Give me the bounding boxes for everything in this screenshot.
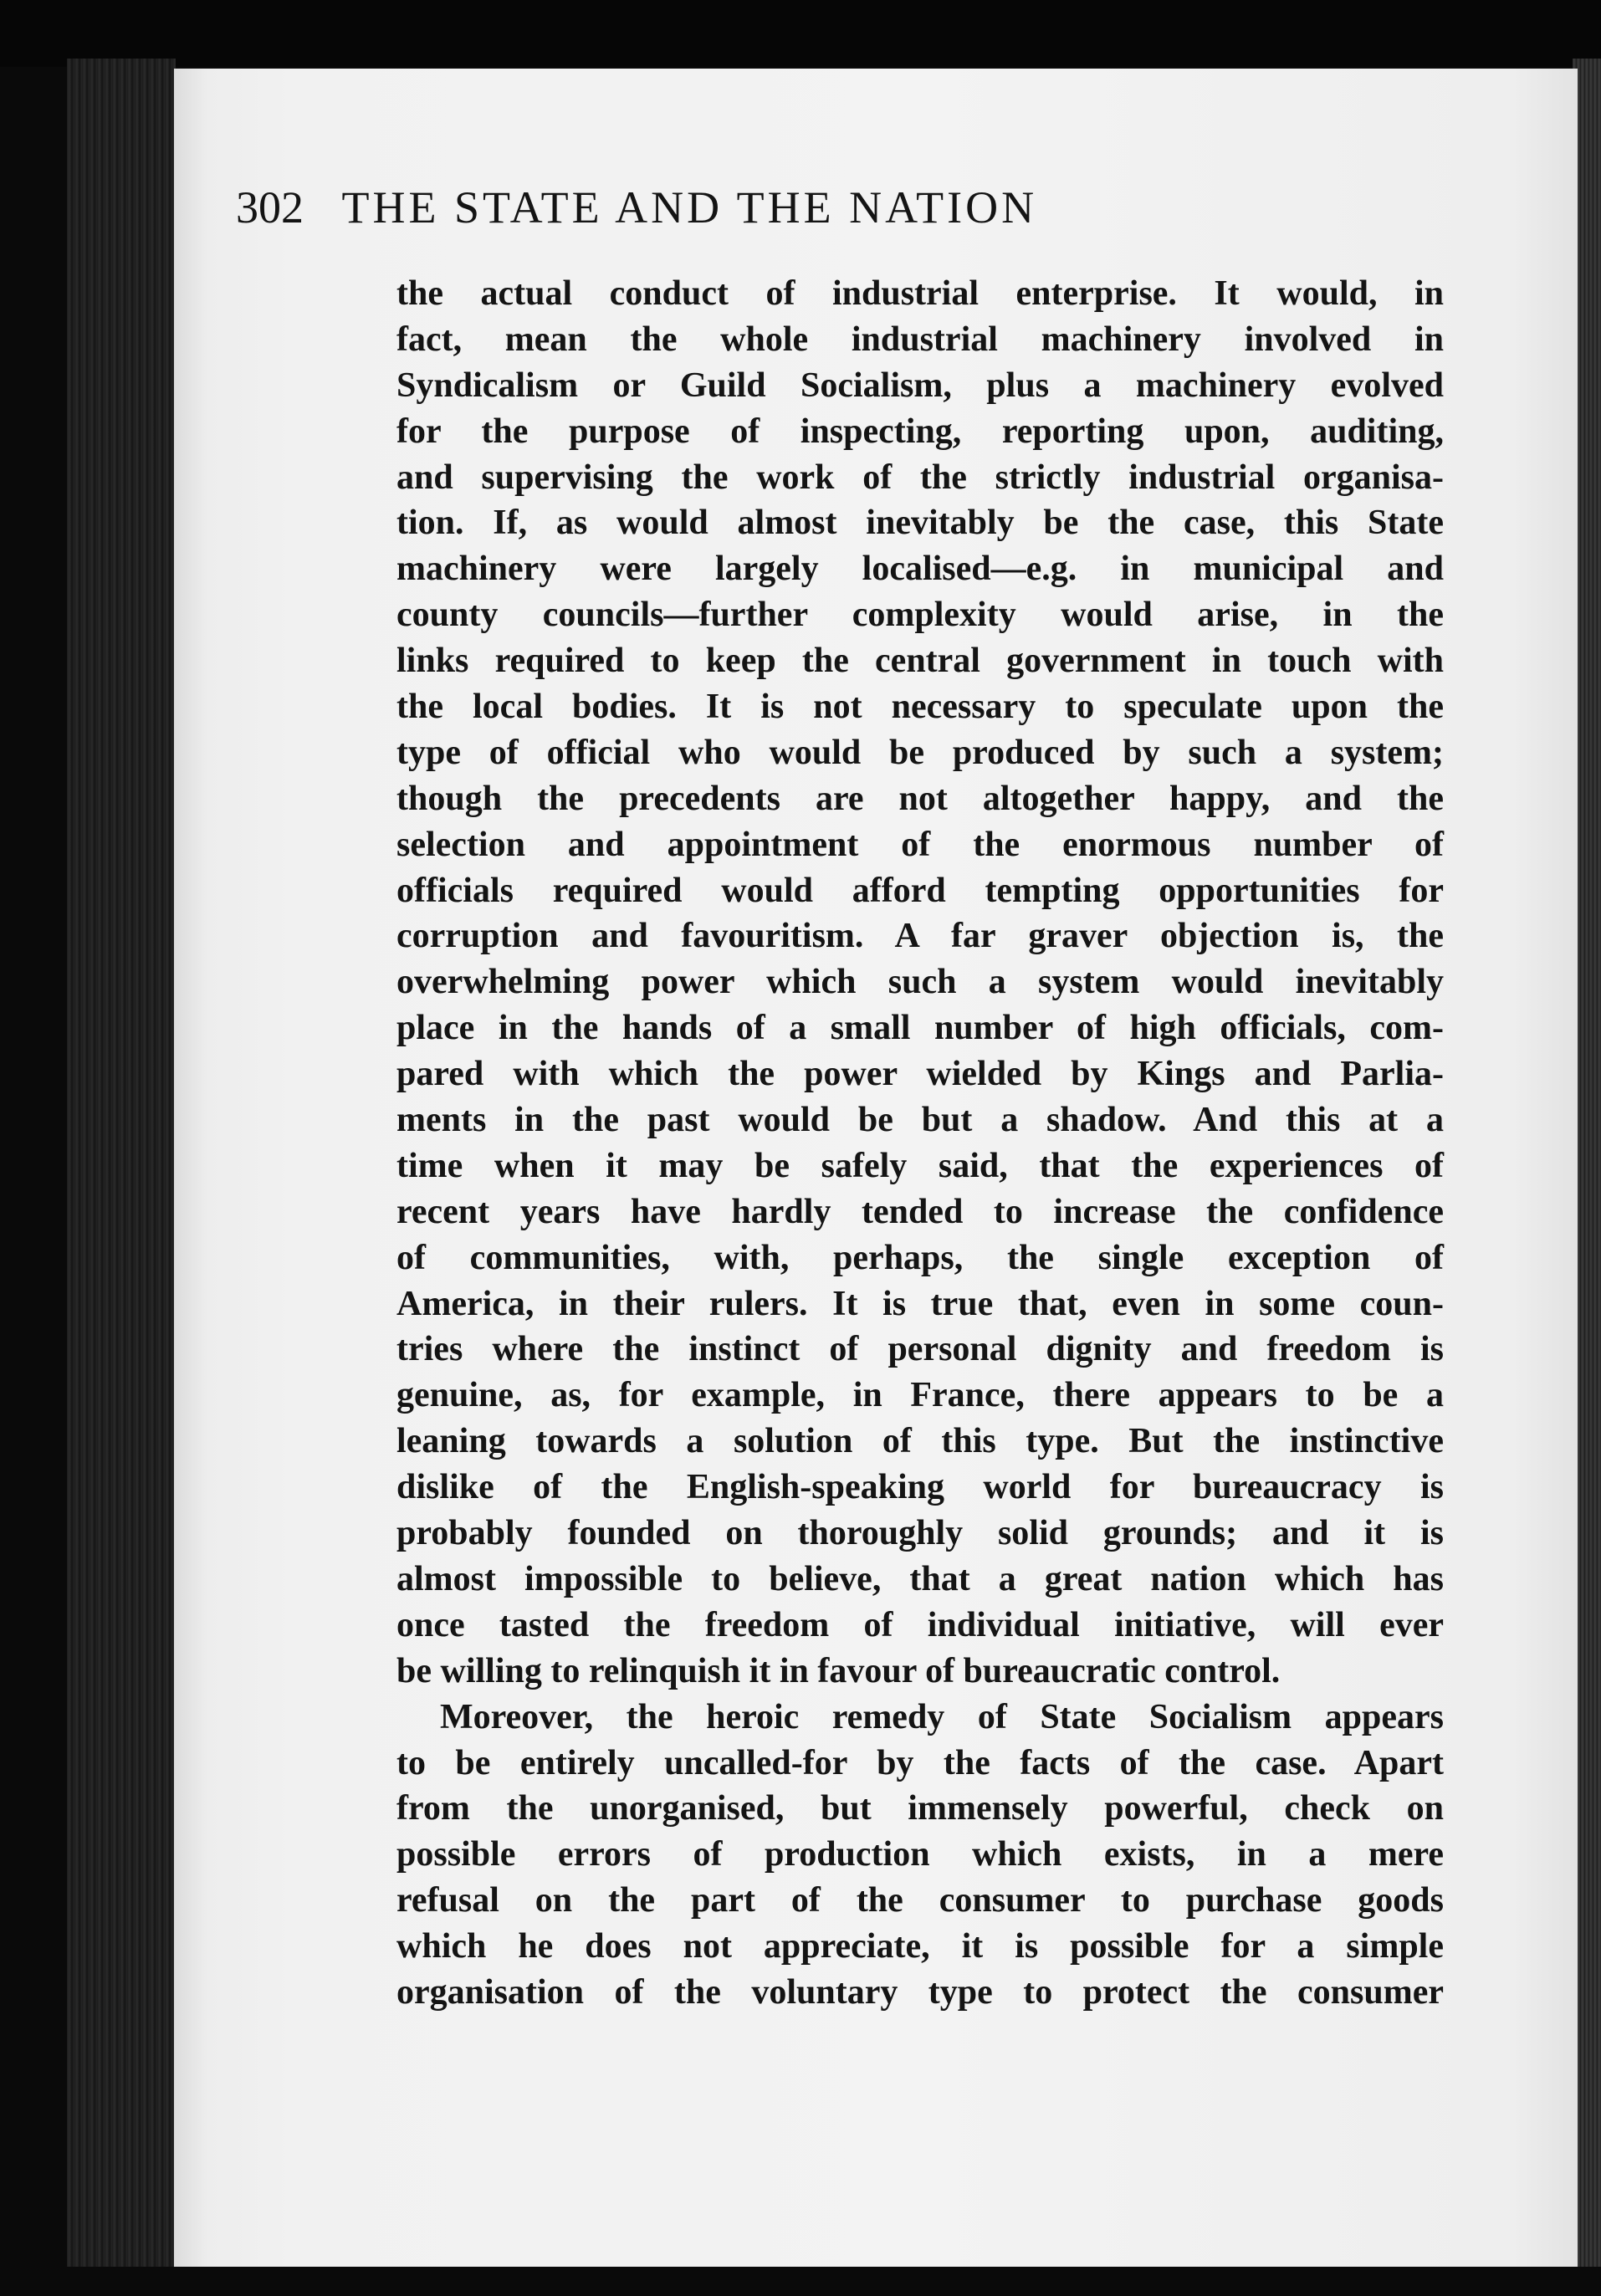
text-line: tion. If, as would almost inevitably be the case, this State <box>396 504 1444 543</box>
text-line: genuine, as, for example, in France, there appears to be a <box>396 1376 1444 1415</box>
text-line-paragraph-start: Moreover, the heroic remedy of State Socialism appears <box>440 1697 1444 1736</box>
book-page-edges-left <box>67 59 176 2267</box>
text-line: pared with which the power wielded by Kings and Parlia- <box>396 1055 1444 1094</box>
text-line: tries where the instinct of personal dignity and freedom is <box>396 1330 1444 1369</box>
text-line: refusal on the part of the consumer to purchase goods <box>396 1881 1444 1920</box>
text-line: and supervising the work of the strictly industrial organisa- <box>396 458 1444 497</box>
page-number: 302 <box>236 182 304 233</box>
text-line: type of official who would be produced by such a system; <box>396 733 1444 772</box>
text-line: time when it may be safely said, that the experiences of <box>396 1146 1444 1185</box>
running-title: THE STATE AND THE NATION <box>341 182 1038 233</box>
text-line: for the purpose of inspecting, reporting upon, auditing, <box>396 412 1444 451</box>
text-line: once tasted the freedom of individual initiative, will ever <box>396 1605 1444 1644</box>
running-header <box>236 178 1323 237</box>
text-line: the actual conduct of industrial enterprise. It would, in <box>396 274 1444 313</box>
text-line: America, in their rulers. It is true that, even in some coun- <box>396 1284 1444 1323</box>
body-text <box>396 271 1444 2016</box>
text-line: ments in the past would be but a shadow. And this at a <box>396 1101 1444 1140</box>
text-line: almost impossible to believe, that a great nation which has <box>396 1559 1444 1598</box>
text-line: county councils—further complexity would arise, in the <box>396 596 1444 635</box>
text-line: selection and appointment of the enormous number of <box>396 825 1444 864</box>
text-line: officials required would afford tempting opportunities for <box>396 871 1444 910</box>
text-line: though the precedents are not altogether happy, and the <box>396 779 1444 818</box>
text-line-paragraph-end: be willing to relinquish it in favour of bureaucratic control. <box>396 1651 1281 1690</box>
text-line: from the unorganised, but immensely powerful, check on <box>396 1789 1444 1828</box>
text-line: which he does not appreciate, it is possible for a simple <box>396 1927 1444 1966</box>
text-line: recent years have hardly tended to increase the confidence <box>396 1192 1444 1231</box>
text-line: the local bodies. It is not necessary to speculate upon the <box>396 688 1444 727</box>
text-line: corruption and favouritism. A far graver objection is, the <box>396 917 1444 956</box>
text-line: fact, mean the whole industrial machinery involved in <box>396 320 1444 359</box>
text-line: to be entirely uncalled-for by the facts of the case. Apart <box>396 1743 1444 1782</box>
text-line: Syndicalism or Guild Socialism, plus a machinery evolved <box>396 366 1444 405</box>
text-line: possible errors of production which exists, in a mere <box>396 1835 1444 1874</box>
text-line: place in the hands of a small number of high officials, com- <box>396 1009 1444 1048</box>
text-line: overwhelming power which such a system would inevitably <box>396 963 1444 1002</box>
text-line: leaning towards a solution of this type. But the instinctive <box>396 1422 1444 1461</box>
text-line: links required to keep the central government in touch with <box>396 642 1444 681</box>
text-line: machinery were largely localised—e.g. in municipal and <box>396 550 1444 589</box>
text-line: dislike of the English-speaking world for bureaucracy is <box>396 1468 1444 1507</box>
scan-border-top <box>0 0 1601 67</box>
text-line: organisation of the voluntary type to protect the consumer <box>396 1972 1444 2012</box>
text-line: probably founded on thoroughly solid grounds; and it is <box>396 1514 1444 1553</box>
text-line: of communities, with, perhaps, the single exception of <box>396 1238 1444 1277</box>
